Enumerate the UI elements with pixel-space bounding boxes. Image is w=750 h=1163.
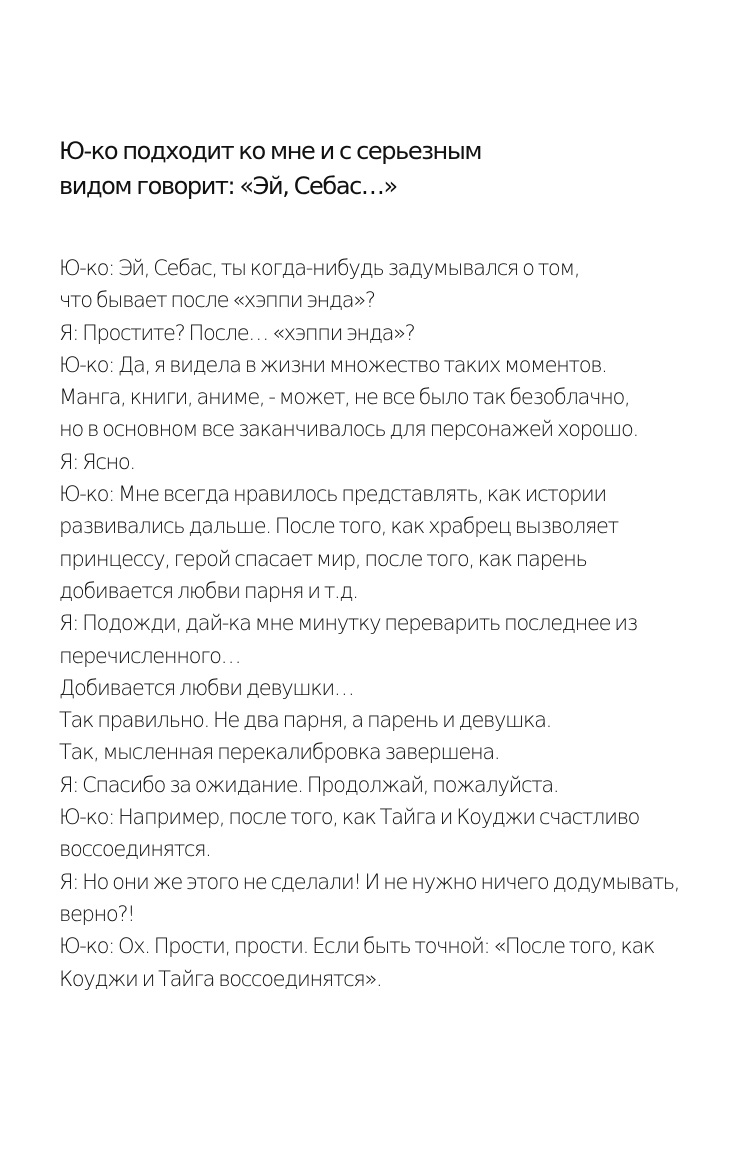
dialogue-line: перечисленного… (59, 643, 241, 668)
dialogue-line: Я: Но они же этого не сделали! И не нужно ничего додумывать, (59, 869, 680, 894)
dialogue-line: но в основном все заканчивалось для персонажей хорошо. (59, 417, 638, 442)
dialogue-line: что бывает после «хэппи энда»? (59, 288, 375, 313)
dialogue-line: Ю-ко: Ох. Прости, прости. Если быть точной: «После того, как (59, 934, 655, 959)
dialogue-line: Манга, книги, аниме, - может, не все было так безоблачно, (59, 385, 630, 410)
dialogue-line: верно?! (59, 901, 135, 926)
dialogue-line: воссоединятся. (59, 837, 211, 862)
dialogue-line: принцессу, герой спасает мир, после того, как парень (59, 546, 587, 571)
document-page (59, 134, 739, 995)
dialogue-line: Так правильно. Не два парня, а парень и девушка. (59, 708, 551, 733)
dialogue-line: Ю-ко: Эй, Себас, ты когда-нибудь задумывался о том, (59, 256, 580, 280)
dialogue-line: Я: Подожди, дай-ка мне минутку переварить последнее из (59, 611, 637, 636)
dialogue-line: Ю-ко: Да, я видела в жизни множество таких моментов. (59, 352, 607, 377)
dialogue-line: Ю-ко: Мне всегда нравилось представлять, как истории (59, 482, 606, 507)
dialogue-line: добивается любви парня и т.д. (59, 578, 358, 603)
dialogue-line: Коуджи и Тайга воссоединятся». (59, 966, 382, 991)
dialogue-line: Так, мысленная перекалибровка завершена. (59, 740, 500, 765)
dialogue-line: Добивается любви девушки… (59, 675, 354, 700)
dialogue-line: Я: Ясно. (59, 449, 135, 474)
dialogue-line: Я: Спасибо за ожидание. Продолжай, пожалуйста. (59, 772, 559, 797)
narration-heading (59, 134, 739, 204)
dialogue-line: Ю-ко: Например, после того, как Тайга и Коуджи счастливо (59, 805, 640, 830)
heading-line: видом говорит: «Эй, Себас…» (59, 172, 397, 200)
heading-line: Ю-ко подходит ко мне и с серьезным (59, 137, 482, 165)
dialogue-line: развивались дальше. После того, как храбрец вызволяет (59, 514, 618, 539)
dialogue-text (59, 252, 739, 995)
dialogue-line: Я: Простите? После… «хэппи энда»? (59, 320, 415, 345)
